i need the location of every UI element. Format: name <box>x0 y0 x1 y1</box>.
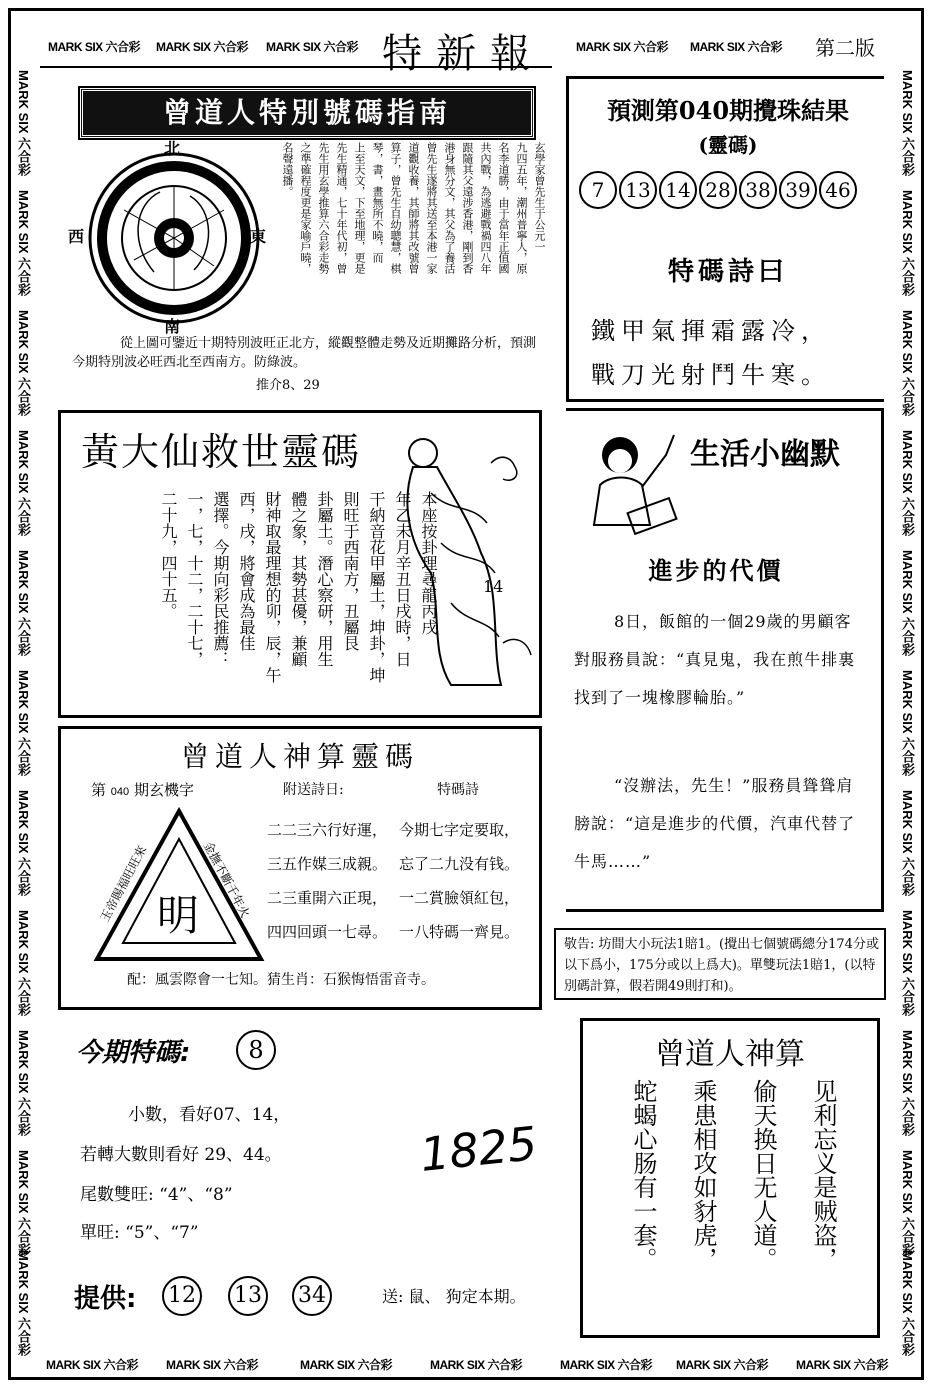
tema-line: 尾數雙旺: “4”、“8” <box>80 1185 233 1205</box>
brand-mark: MARK SIX 六合彩 <box>690 40 783 54</box>
huang-line: 本座按卦理尋龍丙戌 <box>419 491 438 635</box>
footer-mark: MARK SIX 六合彩 <box>676 1358 769 1372</box>
huang-line: 年乙未月辛丑日戌時，日 <box>393 491 412 667</box>
god-box <box>580 1018 880 1338</box>
side-mark: MARK SIX 六合彩 <box>900 70 915 177</box>
side-mark: MARK SIX 六合彩 <box>900 790 915 897</box>
footer-mark: MARK SIX 六合彩 <box>796 1358 889 1372</box>
mystery-character: 明 <box>157 891 200 940</box>
huang-line: 二十九，四十五。 <box>159 491 178 619</box>
bio-line: 名聲遠播。 <box>281 142 294 197</box>
brand-mark: MARK SIX 六合彩 <box>576 40 669 54</box>
triangle-left-text: 玉帝賜福旺旺來 <box>97 843 150 925</box>
mystery-triangle <box>89 805 269 965</box>
issue-label: 第 <box>91 781 107 799</box>
side-mark: MARK SIX 六合彩 <box>900 550 915 657</box>
bio-line: 先生精通，七十年代初，曾 <box>335 142 348 274</box>
side-mark: MARK SIX 六合彩 <box>900 1030 915 1137</box>
shensuan-poem-line: 三五作媒三成親。 <box>267 855 388 873</box>
shensuan-title: 曾道人神算靈碼 <box>180 740 419 773</box>
footer-mark: MARK SIX 六合彩 <box>46 1358 139 1372</box>
immortal-illustration <box>391 423 537 693</box>
shensuan-tema-line: 忘了二九没有钱。 <box>399 855 520 873</box>
tema-label: 今期特碼: <box>76 1038 191 1068</box>
huang-line: 西，戌，將會成為最佳 <box>237 491 256 651</box>
tema-label: 特碼詩 <box>437 782 479 798</box>
bio-line: 道觀收養，其師將其改號曾 <box>407 142 420 274</box>
handwritten-note: 1825 <box>417 1116 540 1182</box>
bio-line: 算子，曾先生自幼聰慧，棋 <box>389 142 402 274</box>
humor-title: 生活小幽默 <box>690 437 840 472</box>
shensuan-poem-line: 四四回頭一七尋。 <box>267 923 388 941</box>
god-poem-line: 乘患相攻如豺虎， <box>689 1079 717 1271</box>
forecast-number: 38 <box>739 171 777 209</box>
huang-line: 則旺于西南方，丑屬艮 <box>341 491 360 651</box>
bio-line: 之準確程度更是家喻戶曉， <box>299 142 312 274</box>
footer-mark: MARK SIX 六合彩 <box>300 1358 393 1372</box>
shensuan-poem-line: 二三重開六正現， <box>267 889 388 907</box>
bio-line: 先生用玄學推算六合彩走勢 <box>317 142 330 274</box>
brand-mark: MARK SIX 六合彩 <box>48 40 141 54</box>
guide-title: 曾道人特別號碼指南 <box>80 88 534 138</box>
compass-diagram <box>64 140 276 334</box>
compass-west-label: 西 <box>68 227 85 246</box>
side-mark: MARK SIX 六合彩 <box>900 430 915 537</box>
huang-box <box>58 410 542 718</box>
side-mark: MARK SIX 六合彩 <box>16 190 31 297</box>
tema-line: 單旺: “5”、“7” <box>80 1223 199 1243</box>
humor-story-title: 進步的代價 <box>648 557 784 585</box>
side-mark: MARK SIX 六合彩 <box>16 790 31 897</box>
side-mark: MARK SIX 六合彩 <box>16 1030 31 1137</box>
poem-line: 鐵甲氣揮霜露冷， <box>591 317 831 345</box>
side-mark: MARK SIX 六合彩 <box>16 310 31 417</box>
side-mark: MARK SIX 六合彩 <box>900 670 915 777</box>
forecast-number: 46 <box>819 171 857 209</box>
bio-line: 上至天文，下至地理，更是 <box>353 142 366 274</box>
shensuan-tema <box>399 813 519 949</box>
god-poem <box>613 1079 853 1329</box>
bio-line: 港身無分文，其父為了養活 <box>443 142 456 274</box>
humor-box <box>566 408 884 912</box>
forecast-number: 39 <box>779 171 817 209</box>
side-mark: MARK SIX 六合彩 <box>900 1250 915 1357</box>
poem-line: 戰刀光射鬥牛寒。 <box>591 361 831 389</box>
forecast-box <box>566 76 884 402</box>
tema-number: 8 <box>236 1030 276 1070</box>
provide-label: 提供: <box>74 1284 137 1314</box>
bio-line: 跟隨其父遠涉香港，剛到香 <box>461 142 474 274</box>
side-mark: MARK SIX 六合彩 <box>16 550 31 657</box>
footer-mark: MARK SIX 六合彩 <box>166 1358 259 1372</box>
huang-line: 干納音花甲屬土，坤卦，坤 <box>367 491 386 683</box>
huang-line: 一，七，十二，二十七， <box>185 491 204 667</box>
brand-mark: MARK SIX 六合彩 <box>266 40 359 54</box>
compass-east-label: 東 <box>250 227 267 246</box>
side-mark: MARK SIX 六合彩 <box>900 910 915 1017</box>
shensuan-poem-line: 二二三六行好運， <box>267 821 388 839</box>
huang-line: 財神取最理想的卯，辰，午 <box>263 491 282 683</box>
god-title: 曾道人神算 <box>655 1037 805 1072</box>
bio-line: 玄學家曾先生于公元一 <box>533 142 546 252</box>
footer-mark: MARK SIX 六合彩 <box>560 1358 653 1372</box>
figure-number: 14 <box>483 577 504 596</box>
compass-south-label: 南 <box>164 317 181 336</box>
side-mark: MARK SIX 六合彩 <box>16 1150 31 1257</box>
huang-title: 黃大仙救世靈碼 <box>81 430 362 474</box>
huang-line: 體之象，其勢甚優，兼顧 <box>289 491 308 667</box>
triangle-right-text: 金撫不斷千年火 <box>200 839 253 921</box>
newspaper-title: 特新報 <box>382 31 544 77</box>
bio-line: 琴，書，畫無所不曉，而 <box>371 142 384 263</box>
huang-line: 選擇。今期向彩民推薦： <box>211 491 230 667</box>
tema-section <box>70 1026 570 1332</box>
provide-number: 34 <box>292 1276 332 1316</box>
issue-suffix: 期玄機字 <box>133 781 194 799</box>
forecast-number: 28 <box>699 171 737 209</box>
forecast-number: 13 <box>619 171 657 209</box>
issue-line <box>91 779 194 800</box>
guide-analysis: 從上圖可鑒近十期特別波旺正北方，縱觀整體走勢及近期攤路分析，預測今期特別波必旺西北至西南方。防綠波。 <box>72 336 537 370</box>
huang-line: 卦屬土。潛心察研，用生 <box>315 491 334 667</box>
shensuan-tema-line: 今期七字定要取， <box>399 821 520 839</box>
issue-number: 040 <box>110 786 130 798</box>
footer-mark: MARK SIX 六合彩 <box>430 1358 523 1372</box>
header-rule <box>40 66 552 68</box>
bio-line: 曾先生遂將其送至本港一家 <box>425 142 438 274</box>
god-poem-line: 蛇蝎心肠有一套。 <box>629 1079 657 1271</box>
forecast-number: 14 <box>659 171 697 209</box>
god-poem-line: 见利忘义是贼盗， <box>809 1079 837 1271</box>
shensuan-tema-line: 一二賞臉領紅包， <box>399 889 520 907</box>
side-mark: MARK SIX 六合彩 <box>900 1150 915 1257</box>
notice-box <box>554 928 886 1000</box>
bio-line: 共內戰，為逃避戰禍四八年 <box>479 142 492 274</box>
side-mark: MARK SIX 六合彩 <box>16 1250 31 1357</box>
guide-bio <box>272 142 548 332</box>
shensuan-tema-line: 一八特碼一齊見。 <box>399 923 520 941</box>
shensuan-poem <box>267 813 387 949</box>
humor-paragraph: 8日，飯館的一個29歲的男顧客對服務員說：“真見鬼，我在煎牛排裏找到了一塊橡膠輪胎。” <box>574 612 856 707</box>
humor-illustration <box>580 425 688 539</box>
forecast-number: 7 <box>579 171 617 209</box>
poem-title: 特碼詩曰 <box>667 257 788 287</box>
forecast-numbers <box>579 171 879 209</box>
side-mark: MARK SIX 六合彩 <box>900 190 915 297</box>
forecast-subtitle: (靈碼) <box>698 133 758 157</box>
side-mark: MARK SIX 六合彩 <box>16 430 31 537</box>
god-poem-line: 偷天换日无人道。 <box>749 1079 777 1271</box>
shensuan-box <box>58 726 542 1010</box>
bio-line: 名李道勝，由于當年正值國 <box>497 142 510 274</box>
edition-label: 第二版 <box>815 36 875 60</box>
provide-number: 12 <box>162 1276 202 1316</box>
poem-label: 附送詩日: <box>283 782 344 798</box>
humor-paragraph: “沒辦法，先生！”服務員聳聳肩膀說：“這是進步的代價，汽車代替了牛馬……” <box>574 776 856 871</box>
tema-line: 小數，看好07、14， <box>128 1105 291 1125</box>
guide-recommend: 推介8、29 <box>256 378 320 393</box>
compass-north-label: 北 <box>164 139 181 158</box>
side-mark: MARK SIX 六合彩 <box>16 910 31 1017</box>
forecast-title: 預測第040期攪珠結果 <box>606 96 850 125</box>
side-mark: MARK SIX 六合彩 <box>900 310 915 417</box>
side-mark: MARK SIX 六合彩 <box>16 670 31 777</box>
tema-line: 若轉大數則看好 29、44。 <box>80 1145 282 1165</box>
brand-mark: MARK SIX 六合彩 <box>156 40 249 54</box>
provide-number: 13 <box>228 1276 268 1316</box>
side-mark: MARK SIX 六合彩 <box>16 70 31 177</box>
shensuan-note: 配：風雲際會一七知。猜生肖：石猴悔悟雷音寺。 <box>127 972 435 988</box>
bio-line: 九四五年，潮州普寧人，原 <box>515 142 528 274</box>
send-zodiac: 送: 鼠、 狗定本期。 <box>382 1287 526 1306</box>
notice-text: 敬告: 坊間大小玩法1賠1。(攪出七個號碼總分174分或以下爲小，175分或以上爲大)。單雙玩法1賠1，(以特別碼計算，假若開49則打和)。 <box>564 937 879 994</box>
